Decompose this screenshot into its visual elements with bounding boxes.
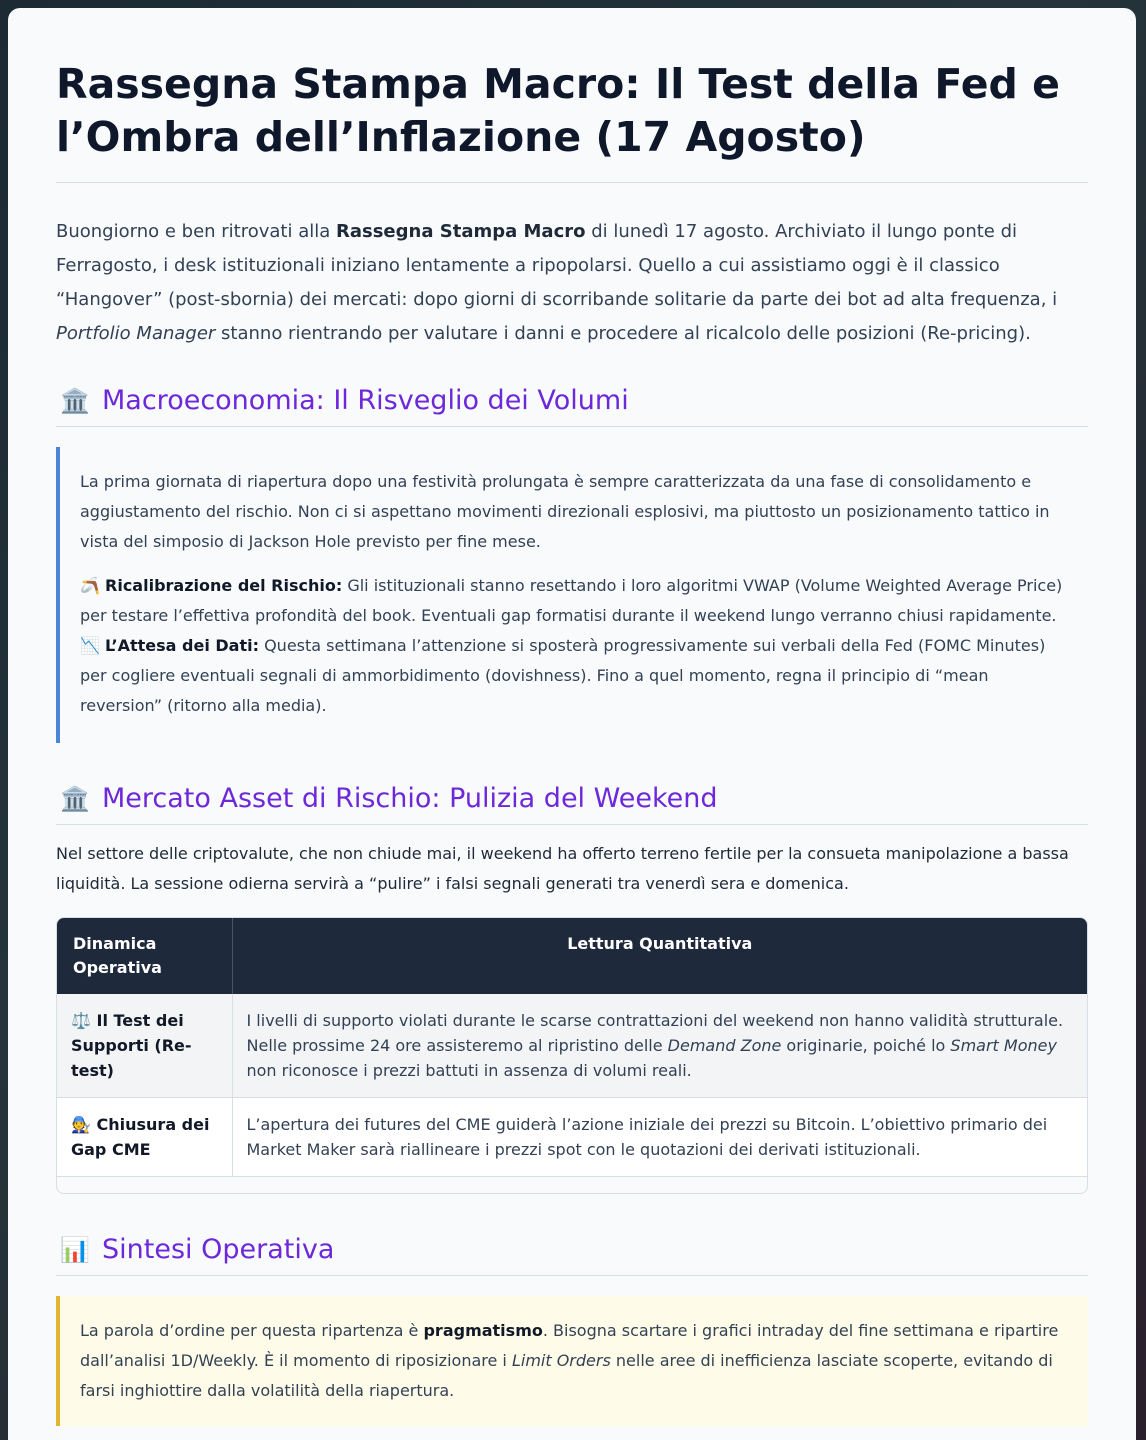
bar-chart-icon: 📊: [60, 1235, 90, 1264]
table-cell-lettura: L’apertura dei futures del CME guiderà l’azione iniziale dei prezzi su Bitcoin. L’obiettivo primario dei Market Maker sarà riallineare i prezzi spot con le quotazioni dei derivati istituzionali.: [232, 1098, 1087, 1177]
table-cell-dinamica: [57, 994, 232, 1098]
cell-italic-1: Demand Zone: [667, 1036, 782, 1055]
macro-item-2-text: Questa settimana l’attenzione si sposterà progressivamente sui verbali della Fed (FOMC Minutes) per cogliere eventuali segnali di ammorbidimento (dovishness). Fino a quel momento, regna il principio di “mean reversion” (ritorno alla media).: [80, 636, 1046, 715]
sintesi-text-1: La parola d’ordine per questa ripartenza è: [80, 1321, 424, 1340]
macro-item-1: [80, 571, 1068, 631]
section-heading-text: Sintesi Operativa: [102, 1234, 335, 1265]
article-card: [8, 8, 1136, 1440]
section-heading-text: Macroeconomia: Il Risveglio dei Volumi: [102, 385, 629, 416]
macro-blockquote: [56, 447, 1088, 743]
table-cell-lettura: [232, 994, 1087, 1098]
macro-item-2: [80, 631, 1068, 721]
table-cell-dinamica: [57, 1098, 232, 1177]
table-row: [57, 994, 1087, 1098]
cell-italic-2: Smart Money: [950, 1036, 1057, 1055]
cell-text-1: I livelli di supporto violati durante le scarse contrattazioni del weekend non hanno validità strutturale. Nelle prossime 24 ore assisteremo al ripristino delle: [246, 1011, 1064, 1055]
section-heading-mercato: [56, 783, 1088, 825]
bank-icon: 🏛️: [60, 784, 90, 813]
section-heading-macroeconomia: [56, 385, 1088, 427]
section-heading-text: Mercato Asset di Rischio: Pulizia del Weekend: [102, 783, 718, 814]
page-title: Rassegna Stampa Macro: Il Test della Fed e l’Ombra dell’Inflazione (17 Agosto): [56, 58, 1088, 183]
macro-item-2-label: L’Attesa dei Dati:: [105, 636, 259, 655]
row-label: Il Test dei Supporti (Re-test): [71, 1011, 192, 1080]
intro-text-1: Buongiorno e ben ritrovati alla: [56, 221, 336, 242]
sintesi-bold: pragmatismo: [423, 1321, 543, 1340]
row-label: Chiusura dei Gap CME: [71, 1115, 210, 1159]
balance-scale-icon: ⚖️: [71, 1011, 91, 1030]
sintesi-paragraph: [80, 1316, 1068, 1406]
chart-decreasing-icon: 📉: [80, 636, 100, 655]
bank-icon: 🏛️: [60, 386, 90, 415]
cell-text-3: non riconosce i prezzi battuti in assenza di volumi reali.: [246, 1061, 692, 1080]
macro-item-1-text: Gli istituzionali stanno resettando i loro algoritmi VWAP (Volume Weighted Average Price) per testare l’effettiva profondità del book. Eventuali gap formatisi durante il weekend lungo verranno chiusi rapidamente.: [80, 576, 1063, 625]
sintesi-text-2: . Bisogna scartare i grafici intraday del fine settimana e ripartire dall’analisi 1D/Weekly. È il momento di riposizionare i: [80, 1321, 1059, 1370]
intro-italic: Portfolio Manager: [56, 323, 216, 344]
dynamics-table: [57, 918, 1087, 1177]
table-header-dinamica: Dinamica Operativa: [57, 918, 232, 994]
sintesi-callout: [56, 1296, 1088, 1426]
macro-item-1-label: Ricalibrazione del Rischio:: [105, 576, 343, 595]
sintesi-italic: Limit Orders: [511, 1351, 611, 1370]
table-header-lettura: Lettura Quantitativa: [232, 918, 1087, 994]
cell-text-2: originarie, poiché lo: [781, 1036, 951, 1055]
sintesi-text-3: nelle aree di inefficienza lasciate scoperte, evitando di farsi inghiottire dalla volatilità della riapertura.: [80, 1351, 1053, 1400]
mercato-paragraph: Nel settore delle criptovalute, che non chiude mai, il weekend ha offerto terreno fertile per la consueta manipolazione a bassa liquidità. La sessione odierna servirà a “pulire” i falsi segnali generati tra venerdì sera e domenica.: [56, 844, 1069, 893]
table-row: [57, 1098, 1087, 1177]
mechanic-icon: 🧑‍🔧: [71, 1115, 91, 1134]
table-header-row: [57, 918, 1087, 994]
intro-paragraph: [56, 215, 1088, 351]
macro-paragraph: La prima giornata di riapertura dopo una festività prolungata è sempre caratterizzata da una fase di consolidamento e aggiustamento del rischio. Non ci si aspettano movimenti direzionali esplosivi, ma piuttosto un posizionamento tattico in vista del simposio di Jackson Hole previsto per fine mese.: [80, 472, 1050, 551]
section-heading-sintesi: [56, 1234, 1088, 1276]
boomerang-icon: 🪃: [80, 576, 100, 595]
intro-bold: Rassegna Stampa Macro: [336, 221, 586, 242]
intro-text-2: di lunedì 17 agosto. Archiviato il lungo ponte di Ferragosto, i desk istituzionali iniziano lentamente a ripopolarsi. Quello a cui assistiamo oggi è il classico “Hangover” (post-sbornia) dei mercati: dopo giorni di scorribande solitarie da parte dei bot ad alta frequenza, i: [56, 221, 1058, 310]
dynamics-table-wrapper: [56, 917, 1088, 1194]
intro-text-3: stanno rientrando per valutare i danni e procedere al ricalcolo delle posizioni (Re-pricing).: [215, 323, 1031, 344]
